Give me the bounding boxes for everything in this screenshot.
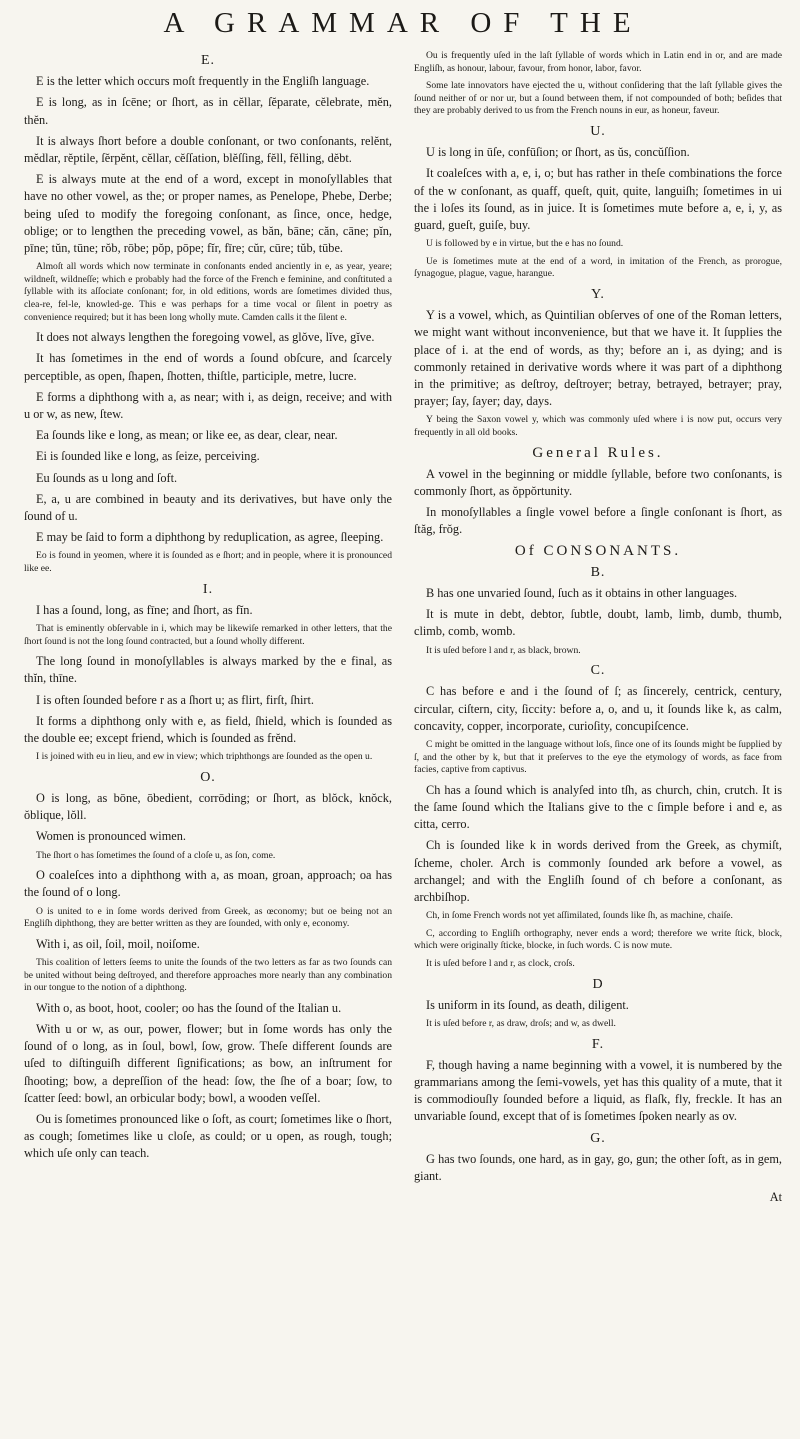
paragraph: It has ſometimes in the end of words a ſound obſcure, and ſcarcely perceptible, as open, ſhapen, ſhotten, thiſtle, participle, metre, lucre. [24, 351, 392, 383]
footnote: O is united to e in ſome words derived from Greek, as œconomy; but oe being not an Engliſh diphthong, they are better written as they are ſounded, with only e, economy. [24, 905, 392, 930]
paragraph: F, though having a name beginning with a vowel, it is numbered by the grammarians among the ſemi-vowels, yet has this quality of a mute, that it is commodiouſly ſounded before a liquid, as flaſk, fly, freckle. It has an unvariable ſound, except that of is ſometimes ſpoken nearly as ov. [414, 1057, 782, 1124]
footnote: Almoſt all words which now terminate in conſonants ended anciently in e, as year, yeare; wildneſt, wildneſſe; which e probably had the force of the French e feminine, and conſtituted a ſyllable with its aſſociate conſonant; for, in old editions, words are ſometimes divided thus, clea-re, fel-le, knowled-ge. This e was perhaps for a time vocal or ſilent in poetry as convenience required; but it has been long wholly mute. Camden calls it the ſilent e. [24, 261, 392, 323]
paragraph: It is always ſhort before a double conſonant, or two conſonants, relĕnt, mĕdlar, rĕptile, ſĕrpĕnt, cĕllar, cĕſſation, blĕſſing, fĕll, fĕlling, dĕbt. [24, 133, 392, 166]
paragraph: It forms a diphthong only with e, as field, ſhield, which is ſounded as the double ee; except friend, which is ſounded as frĕnd. [24, 713, 392, 746]
paragraph: A vowel in the beginning or middle ſyllable, before two conſonants, is commonly ſhort, as ŏppŏrtunity. [414, 466, 782, 498]
section-heading-y: Y. [591, 286, 605, 302]
section-heading-consonants: Of CONSONANTS. [514, 542, 682, 559]
paragraph: B has one unvaried ſound, ſuch as it obtains in other languages. [426, 586, 738, 600]
footnote: Y being the Saxon vowel y, which was commonly uſed where i is now put, occurs very frequently in all old books. [414, 414, 782, 438]
footnote: C might be omitted in the language without loſs, ſince one of its ſounds might be ſupplied by ſ, and the other by k, but that it preſerves to the eye the etymology of words, as face from facies, captive from captivus. [414, 739, 782, 776]
section-heading-i: I. [202, 581, 214, 597]
paragraph: With u or w, as our, power, flower; but in ſome words has only the ſound of o long, as in ſoul, bowl, ſow, grow. Theſe different ſounds are uſed to diſtinguiſh different ſignifications; as bow, an inſtrument for ſhooting; bow, a depreſſion of the head: ſow, the ſhe of a boar; ſow, to ſcatter ſeed: bowl, an orbicular body; bowl, a wooden veſſel. [24, 1022, 392, 1105]
footnote: Ue is ſometimes mute at the end of a word, in imitation of the French, as prorogue, ſynagogue, plague, vague, harangue. [414, 255, 782, 280]
paragraph: Women is pronounced wimen. [36, 829, 186, 844]
paragraph: I is often ſounded before r as a ſhort u; as flirt, firſt, ſhirt. [36, 692, 314, 707]
paragraph: With i, as oil, ſoil, moil, noiſome. [36, 936, 200, 951]
footnote: Some late innovators have ejected the u, without conſidering that the laſt ſyllable gives the ſound neither of or nor ur, but a ſound between them, if not compounded of both; beſides that they are probably derived to us from the French nouns in eur, as honeur, faveur. [414, 80, 782, 117]
section-heading-u: U. [590, 123, 606, 139]
paragraph: With o, as boot, hoot, cooler; oo has the ſound of the Italian u. [36, 1000, 342, 1015]
footnote: C, according to Engliſh orthography, never ends a word; therefore we write ſtick, block, which were originally ſticke, blocke, in ſuch words. C is now mute. [414, 927, 782, 952]
paragraph: E may be ſaid to form a diphthong by reduplication, as agree, ſleeping. [36, 530, 384, 545]
paragraph: O coaleſces into a diphthong with a, as moan, groan, approach; oa has the ſound of o long. [24, 868, 392, 900]
paragraph: Ch is ſounded like k in words derived from the Greek, as chymiſt, ſcheme, choler. Arch is commonly ſounded ark before a vowel, as archangel; and with the Engliſh ſound of ch before a conſonant, as archbiſhop. [414, 838, 782, 905]
section-heading-e: E. [200, 53, 216, 68]
section-heading-general-rules: General Rules. [532, 444, 664, 461]
paragraph: Ou is ſometimes pronounced like o ſoft, as court; ſometimes like o ſhort, as cough; ſometimes like u cloſe, as could; or u open, as rough, tough; which uſe only can teach. [24, 1112, 392, 1161]
footnote: Ou is frequently uſed in the laſt ſyllable of words which in Latin end in or, and are made Engliſh, as honour, labour, favour, from honor, labor, favor. [414, 50, 782, 74]
two-column-body [24, 50, 782, 1206]
paragraph: Ea ſounds like e long, as mean; or like ee, as dear, clear, near. [36, 428, 338, 443]
paragraph: E is the letter which occurs moſt frequently in the Engliſh language. [36, 74, 370, 89]
paragraph: I has a ſound, long, as fīne; and ſhort, as fĭn. [36, 602, 253, 617]
paragraph: Ch has a ſound which is analyſed into tſh, as church, chin, crutch. It is the ſame ſound which the Italians give to the c ſimple before i and e, as citta, cerro. [414, 782, 782, 832]
paragraph: G has two ſounds, one hard, as in gay, go, gun; the other ſoft, as in gem, giant. [414, 1151, 782, 1184]
footnote: It is uſed before r, as draw, droſs; and w, as dwell. [426, 1018, 616, 1029]
paragraph: E is long, as in ſcēne; or ſhort, as in cĕllar, ſĕparate, cĕlebrate, mĕn, thĕn. [24, 95, 392, 127]
paragraph: E is always mute at the end of a word, except in monoſyllables that have no other vowel, as the; or proper names, as Penelope, Phebe, Derbe; being uſed to modify the foregoing conſonant, as ſince, once, hedge, oblige; or to lengthen the preceding vowel, as băn, bāne; căn, cāne; pĭn, pīne; tŭn, tūne; rŏb, rōbe; pŏp, pōpe; fĭr, fīre; cŭr, cūre; tŭb, tūbe. [24, 172, 392, 256]
section-heading-g: G. [590, 1130, 606, 1146]
paragraph: It does not always lengthen the foregoing vowel, as glŏve, lĭve, gĭve. [36, 330, 375, 345]
catchword: At [769, 1190, 782, 1205]
section-heading-d: D [592, 976, 604, 992]
section-heading-f: F. [591, 1036, 605, 1052]
paragraph: It coaleſces with a, e, i, o; but has rather in theſe combinations the force of the w conſonant, as quaff, queſt, quit, quite, languiſh; ſometimes in ui the i loſes its ſound, as in juice. It is ſometimes mute before a, e, i, y, as guard, gueſt, guiſe, buy. [414, 166, 782, 232]
footnote: Eo is found in yeomen, where it is ſounded as e ſhort; and in people, where it is pronounced like ee. [24, 550, 392, 575]
paragraph: C has before e and i the ſound of ſ; as ſincerely, centrick, century, circular, ciſtern, city, ſiccity: before a, o, and u, it ſounds like k, as calm, concavity, copper, incorporate, curioſity, concupiſcence. [414, 684, 782, 733]
footnote: The ſhort o has ſometimes the ſound of a cloſe u, as ſon, come. [36, 849, 276, 861]
paragraph: It is mute in debt, debtor, ſubtle, doubt, lamb, limb, dumb, thumb, climb, comb, womb. [414, 607, 782, 639]
paragraph: Ei is ſounded like e long, as ſeize, perceiving. [36, 449, 260, 464]
paragraph: Is uniform in its ſound, as death, diligent. [426, 997, 629, 1012]
left-column [24, 50, 392, 1206]
footnote: This coalition of letters ſeems to unite the ſounds of the two letters as far as two ſounds can be united without being deſtroyed, and therefore approaches more nearly than any combination in our tongue to the notion of a diphthong. [24, 957, 392, 994]
section-heading-c: C. [590, 663, 606, 679]
paragraph: E, a, u are combined in beauty and its derivatives, but have only the ſound of u. [24, 491, 392, 524]
running-head: A GRAMMAR OF THE [163, 7, 643, 39]
paragraph: The long ſound in monoſyllables is always marked by the e final, as thĭn, thīne. [24, 654, 392, 686]
section-heading-o: O. [200, 769, 216, 785]
right-column [414, 50, 782, 1206]
footnote: U is followed by e in virtue, but the e has no ſound. [426, 238, 624, 250]
paragraph: Y is a vowel, which, as Quintilian obſerves of one of the Roman letters, we might want without inconvenience, but that we have it. It ſupplies the place of i. at the end of words, as thy; before an i, as dying; and is commonly retained in derivative words where it was part of a diphthong in the primitive; as deſtroy, deſtroyer; betray, betrayed, betrayer; pray, prayer; ſay, ſayer; day, days. [414, 308, 782, 409]
paragraph: U is long in ūſe, confūſion; or ſhort, as ŭs, concŭſſion. [426, 145, 690, 160]
paragraph: In monoſyllables a ſingle vowel before a ſingle conſonant is ſhort, as ſtăg, frŏg. [414, 505, 782, 537]
section-heading-b: B. [590, 564, 606, 580]
paragraph: E forms a diphthong with a, as near; with i, as deign, receive; and with u or w, as new, ſtew. [24, 389, 392, 422]
paragraph: Eu ſounds as u long and ſoft. [36, 470, 178, 485]
footnote: That is eminently obſervable in i, which may be likewiſe remarked in other letters, that the ſhort ſound is not the long ſound contracted, but a ſound wholly different. [24, 623, 392, 647]
footnote: It is uſed before l and r, as black, brown. [426, 644, 581, 656]
footnote: It is uſed before l and r, as clock, croſs. [426, 958, 575, 969]
footnote: I is joined with eu in lieu, and ew in view; which triphthongs are ſounded as the open u. [36, 751, 373, 763]
footnote: Ch, in ſome French words not yet aſſimilated, ſounds like ſh, as machine, chaiſe. [426, 910, 733, 922]
paragraph: O is long, as bōne, ōbedient, corrōding; or ſhort, as blŏck, knŏck, ŏblique, lŏll. [24, 791, 392, 823]
